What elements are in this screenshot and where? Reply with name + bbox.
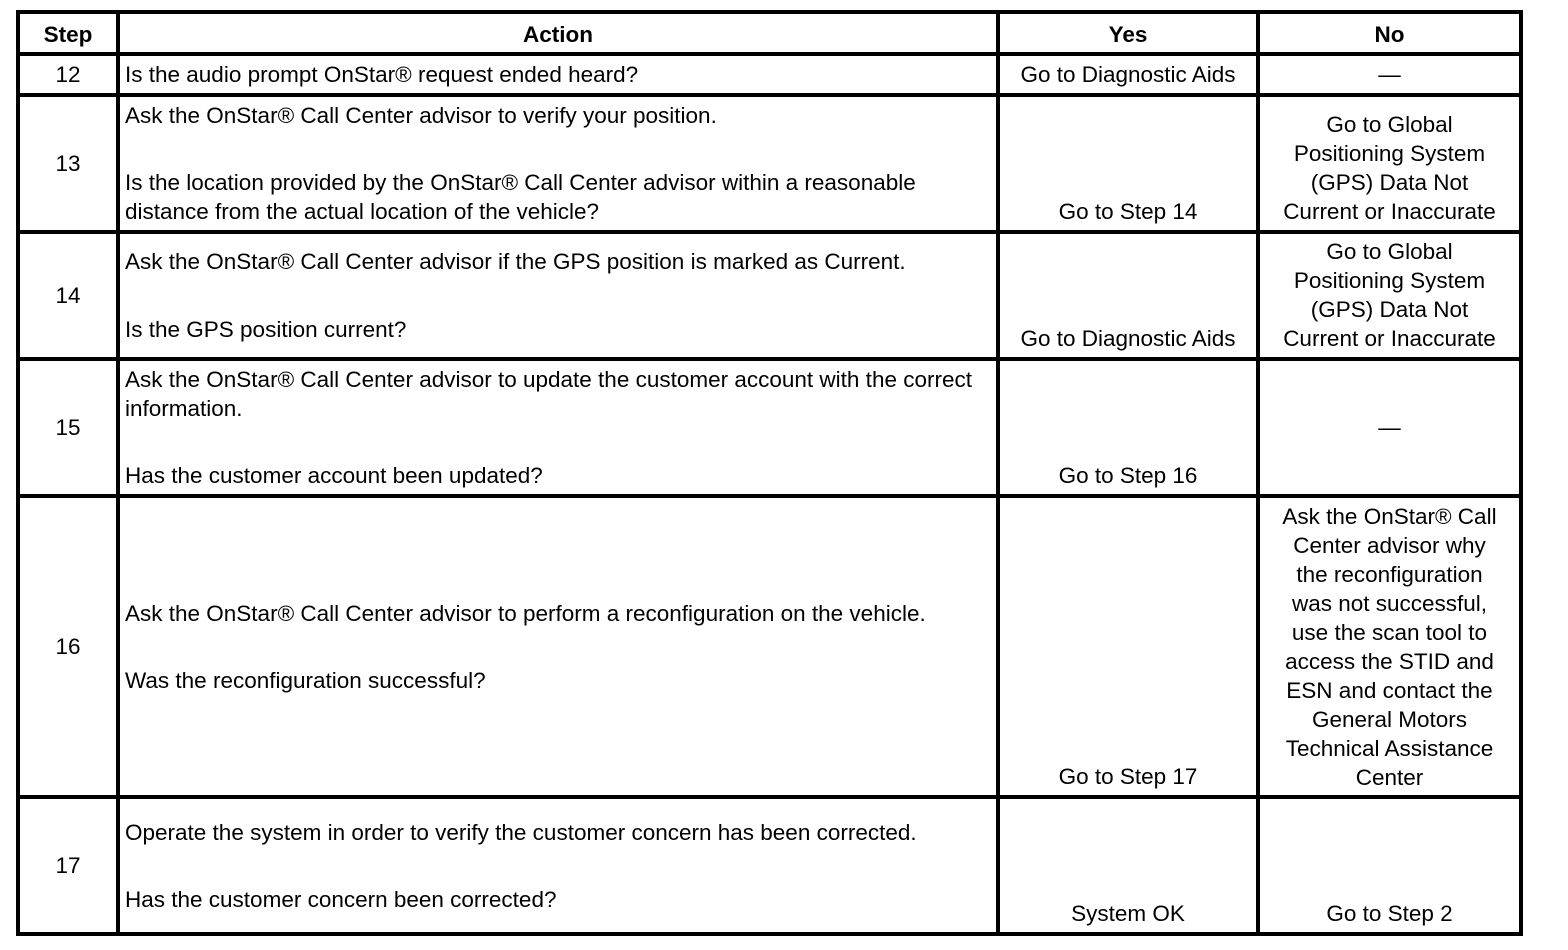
no-result-line: the reconfiguration xyxy=(1296,561,1483,587)
no-result-line: access the STID and xyxy=(1285,648,1494,674)
header-step: Step xyxy=(18,12,118,54)
action-question: Has the customer concern been corrected? xyxy=(125,886,557,912)
action-question: Was the reconfiguration successful? xyxy=(125,667,486,693)
action-question: Is the GPS position current? xyxy=(125,317,407,342)
no-result-line: Center xyxy=(1355,764,1424,790)
table-row xyxy=(18,797,1521,934)
step-number: 14 xyxy=(18,232,118,359)
no-result-line: (GPS) Data Not xyxy=(1310,170,1469,195)
step-number: 17 xyxy=(18,797,118,934)
action-cell xyxy=(118,232,998,359)
header-yes: Yes xyxy=(998,12,1258,54)
no-result-line: Go to Step 2 xyxy=(1326,901,1453,926)
action-cell xyxy=(118,496,998,797)
step-number: 16 xyxy=(18,496,118,797)
no-result-line: Current or Inaccurate xyxy=(1283,326,1496,351)
table-row xyxy=(18,54,1521,95)
no-result-line: Technical Assistance xyxy=(1285,735,1494,761)
no-result-line: Go to Global xyxy=(1326,239,1453,264)
yes-result: System OK xyxy=(998,797,1258,934)
no-result xyxy=(1258,232,1521,359)
header-no: No xyxy=(1258,12,1521,54)
header-action: Action xyxy=(118,12,998,54)
no-result-line: (GPS) Data Not xyxy=(1310,297,1469,322)
table-row xyxy=(18,95,1521,232)
no-result-line: Positioning System xyxy=(1293,268,1486,293)
action-text: Ask the OnStar® Call Center advisor to verify your position. xyxy=(125,103,717,128)
no-result xyxy=(1258,496,1521,797)
no-result-line: General Motors xyxy=(1311,706,1468,732)
diagnostic-table xyxy=(16,10,1523,936)
table-row xyxy=(18,232,1521,359)
action-question: Is the location provided by the OnStar® Call Center advisor within a reasonable distance from the actual location of the vehicle? xyxy=(125,170,916,224)
no-result-line: — xyxy=(1378,62,1401,87)
header-row xyxy=(18,12,1521,54)
action-text: Ask the OnStar® Call Center advisor to perform a reconfiguration on the vehicle. xyxy=(125,600,926,626)
action-cell xyxy=(118,797,998,934)
table-row xyxy=(18,496,1521,797)
step-number: 15 xyxy=(18,359,118,496)
action-cell xyxy=(118,95,998,232)
no-result-line: Center advisor why xyxy=(1293,532,1486,558)
table-row xyxy=(18,359,1521,496)
yes-result: Go to Diagnostic Aids xyxy=(998,54,1258,95)
no-result-line: ESN and contact the xyxy=(1286,677,1493,703)
no-result xyxy=(1258,359,1521,496)
no-result-line: Ask the OnStar® Call xyxy=(1282,503,1497,529)
step-number: 12 xyxy=(18,54,118,95)
no-result-line: use the scan tool to xyxy=(1291,619,1488,645)
action-text: Is the audio prompt OnStar® request ended heard? xyxy=(125,62,639,87)
yes-result: Go to Step 17 xyxy=(998,496,1258,797)
yes-result: Go to Diagnostic Aids xyxy=(998,232,1258,359)
no-result-line: Positioning System xyxy=(1293,141,1486,166)
yes-result: Go to Step 14 xyxy=(998,95,1258,232)
yes-result: Go to Step 16 xyxy=(998,359,1258,496)
no-result-line: — xyxy=(1378,415,1401,440)
no-result-line: was not successful, xyxy=(1291,590,1488,616)
action-text: Ask the OnStar® Call Center advisor to update the customer account with the correct information. xyxy=(125,367,972,421)
step-number: 13 xyxy=(18,95,118,232)
no-result xyxy=(1258,797,1521,934)
no-result-line: Go to Global xyxy=(1326,112,1453,137)
action-text: Operate the system in order to verify the customer concern has been corrected. xyxy=(125,819,917,845)
no-result-line: Current or Inaccurate xyxy=(1283,199,1496,224)
action-cell xyxy=(118,54,998,95)
action-question: Has the customer account been updated? xyxy=(125,463,543,488)
no-result xyxy=(1258,95,1521,232)
action-text: Ask the OnStar® Call Center advisor if the GPS position is marked as Current. xyxy=(125,249,906,274)
no-result xyxy=(1258,54,1521,95)
action-cell xyxy=(118,359,998,496)
